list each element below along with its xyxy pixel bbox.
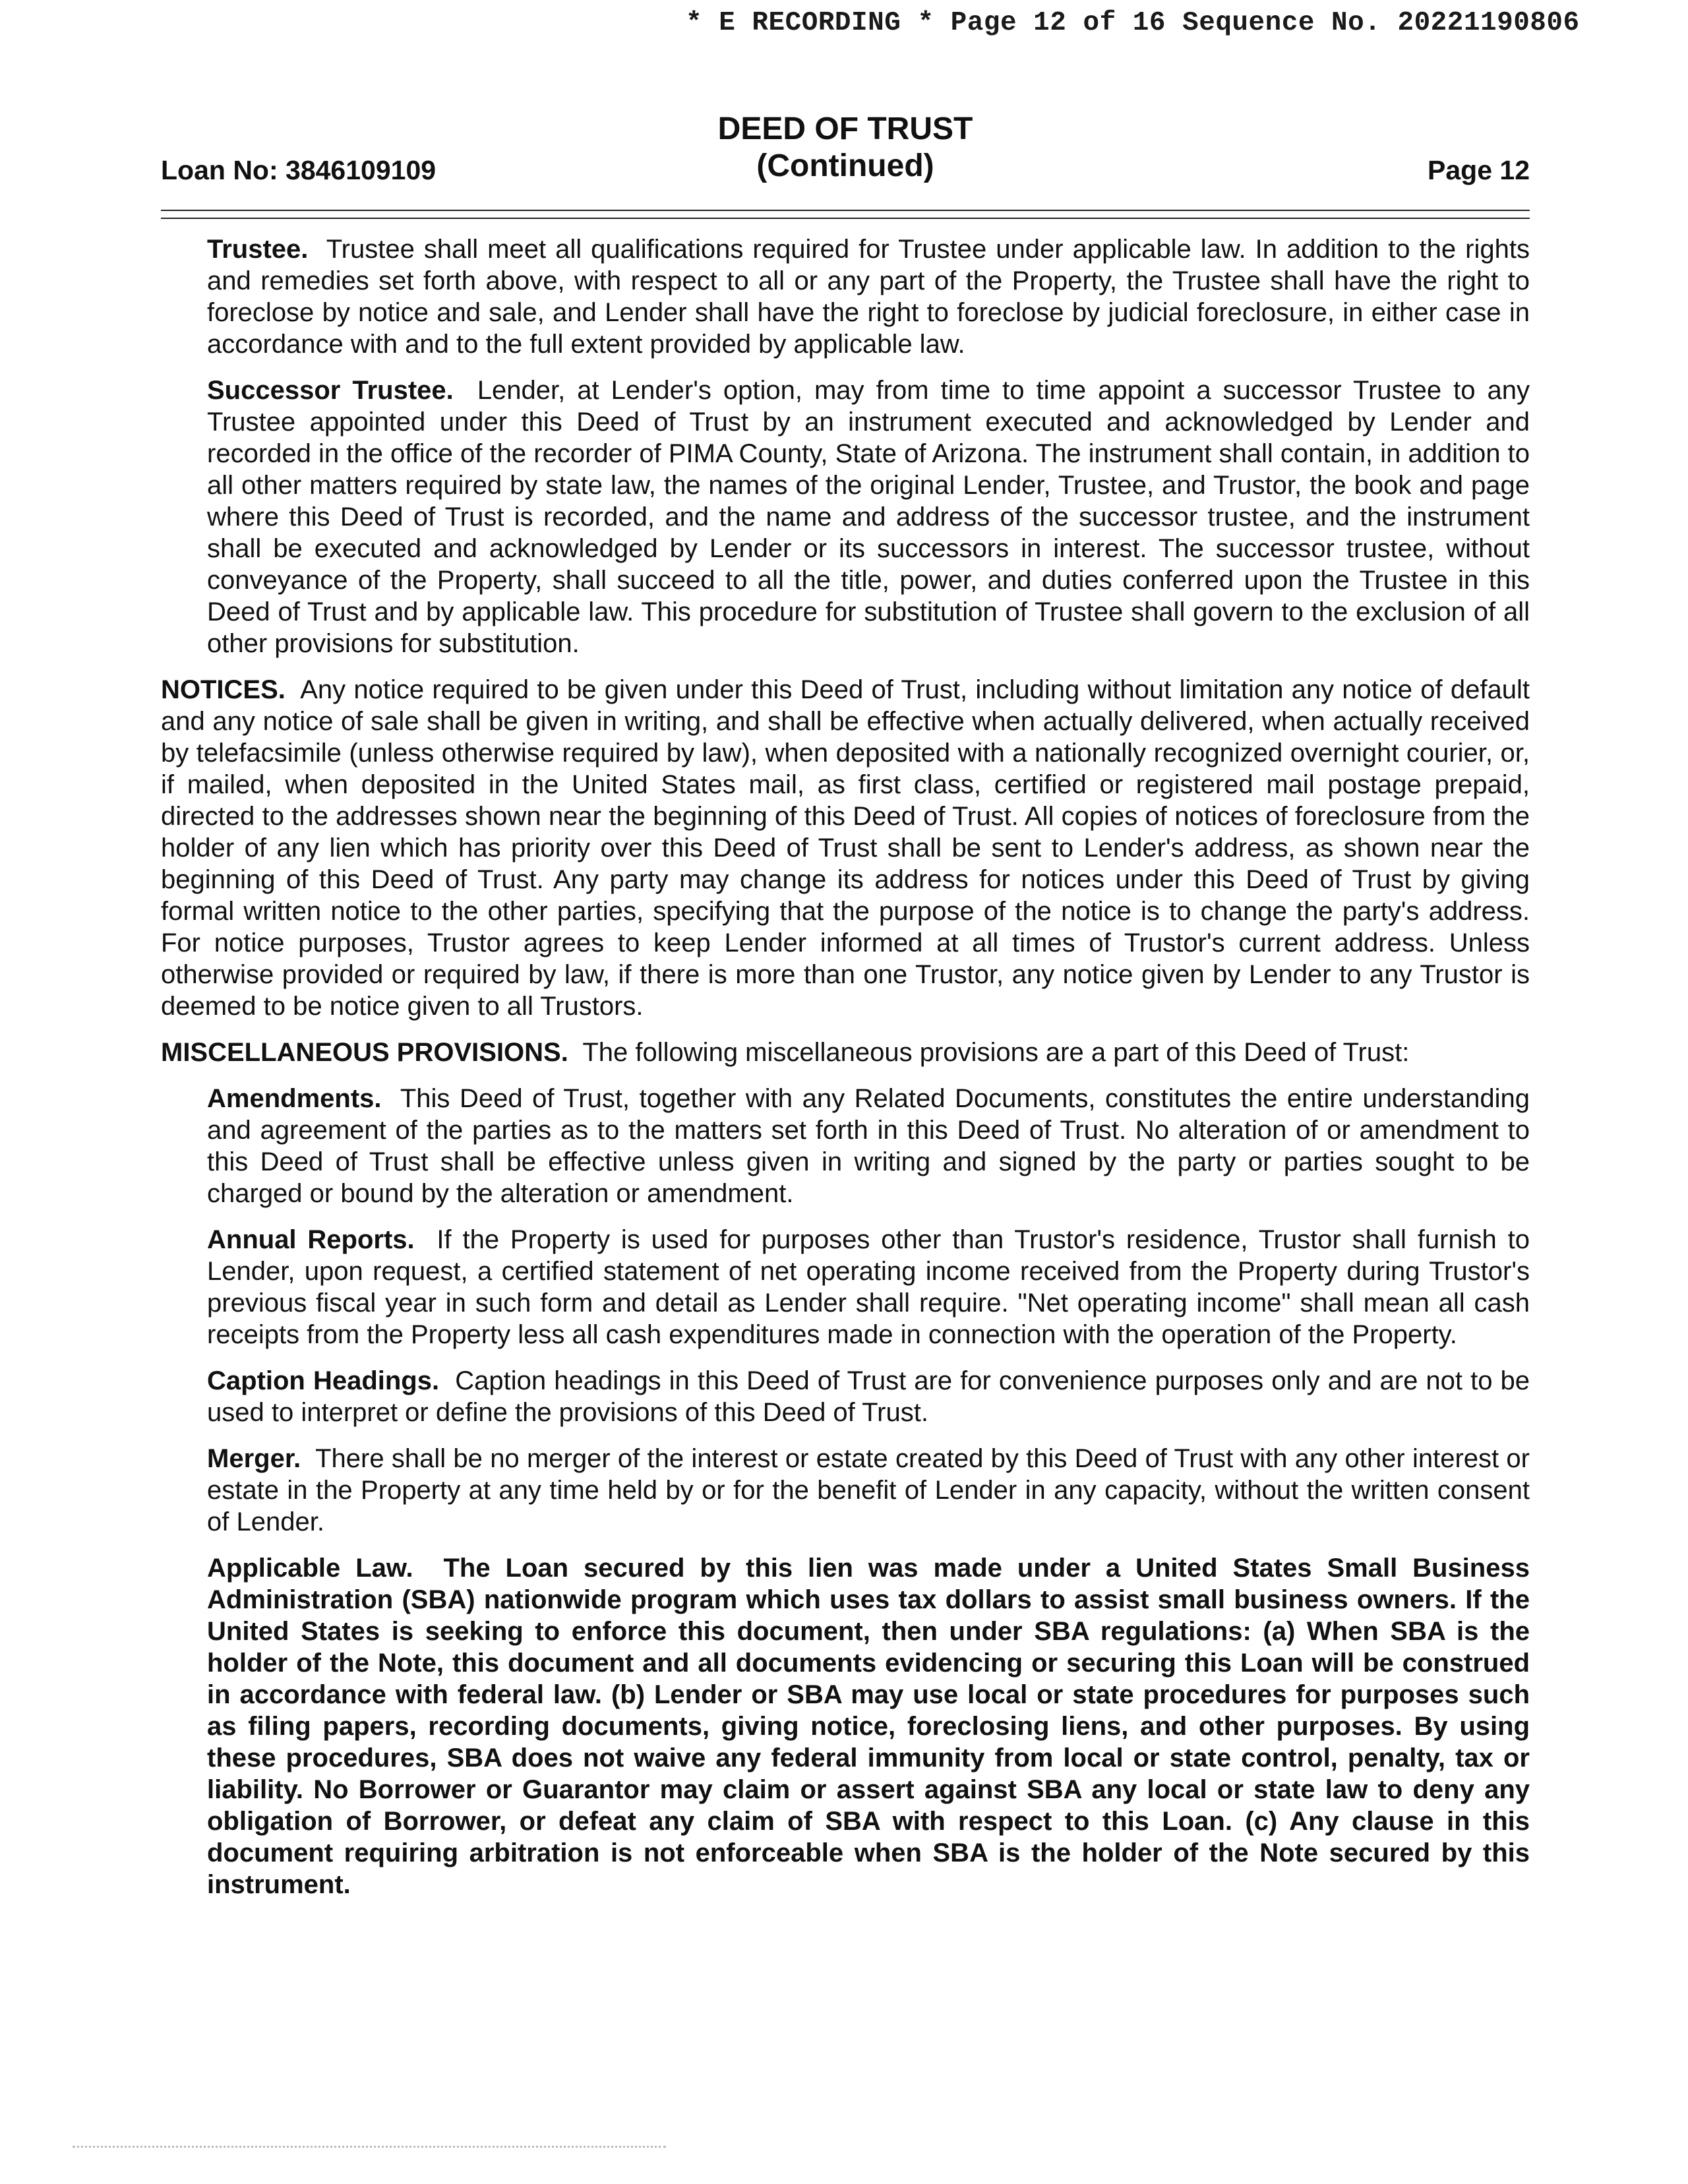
section-text: Lender, at Lender's option, may from time to time appoint a successor Trustee to any Trustee appointed under this Deed of Trust by an instrument executed and acknowledged by Lender and recorded in the office of the recorder of PIMA County, State of Arizona. The instrument shall contain, in addition to all other matters required by state law, the names of the original Lender, Trustee, and Trustor, the book and page where this Deed of Trust is recorded, and the name and address of the successor trustee, and the instrument shall be executed and acknowledged by Lender or its successors in interest. The successor trustee, without conveyance of the Property, shall succeed to all the title, power, and duties conferred upon the Trustee in this Deed of Trust and by applicable law. This procedure for substitution of Trustee shall govern to the exclusion of all other provisions for substitution. bbox=[207, 376, 1530, 658]
section-annual-reports bbox=[207, 1224, 1530, 1350]
section-heading: Merger. bbox=[207, 1444, 301, 1473]
page-header bbox=[161, 111, 1530, 190]
section-text: Trustee shall meet all qualifications required for Trustee under applicable law. In addition to the rights and remedies set forth above, with respect to all or any part of the Property, the Trustee shall have the right to foreclose by notice and sale, and Lender shall have the right to foreclose by judicial foreclosure, in either case in accordance with and to the full extent provided by applicable law. bbox=[207, 235, 1530, 359]
section-heading: Successor Trustee. bbox=[207, 376, 454, 405]
document-title-block bbox=[161, 111, 1530, 185]
document-body bbox=[161, 233, 1530, 1915]
section-text: Caption headings in this Deed of Trust are for convenience purposes only and are not to be used to interpret or define the provisions of this Deed of Trust. bbox=[207, 1366, 1530, 1427]
section-text: The following miscellaneous provisions are a part of this Deed of Trust: bbox=[582, 1038, 1410, 1067]
section-heading: MISCELLANEOUS PROVISIONS. bbox=[161, 1038, 568, 1067]
document-subtitle: (Continued) bbox=[756, 148, 934, 183]
section-heading: Annual Reports. bbox=[207, 1225, 415, 1254]
section-text: There shall be no merger of the interest or estate created by this Deed of Trust with any other interest or estate in the Property at any time held by or for the benefit of Lender in any capacity, without the written consent of Lender. bbox=[207, 1444, 1530, 1536]
section-applicable-law bbox=[207, 1552, 1530, 1900]
section-text: If the Property is used for purposes other than Trustor's residence, Trustor shall furnish to Lender, upon request, a certified statement of net operating income received from the Property during Trustor's previous fiscal year in such form and detail as Lender shall require. "Net operating income" shall mean all cash receipts from the Property less all cash expenditures made in connection with the operation of the Property. bbox=[207, 1225, 1530, 1349]
section-trustee bbox=[207, 233, 1530, 360]
section-amendments bbox=[207, 1083, 1530, 1209]
scan-artifact bbox=[73, 2146, 666, 2152]
section-heading: Applicable Law. bbox=[207, 1554, 413, 1583]
section-heading: Caption Headings. bbox=[207, 1366, 440, 1395]
section-text: The Loan secured by this lien was made under a United States Small Business Administration (SBA) nationwide program which uses tax dollars to assist small business owners. If the United States is seeking to enforce this document, then under SBA regulations: (a) When SBA is the holder of the Note, this document and all documents evidencing or securing this Loan will be construed in accordance with federal law. (b) Lender or SBA may use local or state procedures for purposes such as filing papers, recording documents, giving notice, foreclosing liens, and other purposes. By using these procedures, SBA does not waive any federal immunity from local or state control, penalty, tax or liability. No Borrower or Guarantor may claim or assert against SBA any local or state law to deny any obligation of Borrower, or defeat any claim of SBA with respect to this Loan. (c) Any clause in this document requiring arbitration is not enforceable when SBA is the holder of the Note secured by this instrument. bbox=[207, 1554, 1530, 1899]
section-miscellaneous-provisions bbox=[161, 1037, 1530, 1068]
header-divider-bottom bbox=[161, 218, 1530, 219]
section-text: Any notice required to be given under this Deed of Trust, including without limitation any notice of default and any notice of sale shall be given in writing, and shall be effective when actually delivered, when actually received by telefacsimile (unless otherwise required by law), when deposited with a nationally recognized overnight courier, or, if mailed, when deposited in the United States mail, as first class, certified or registered mail postage prepaid, directed to the addresses shown near the beginning of this Deed of Trust. All copies of notices of foreclosure from the holder of any lien which has priority over this Deed of Trust shall be sent to Lender's address, as shown near the beginning of this Deed of Trust. Any party may change its address for notices under this Deed of Trust by giving formal written notice to the other parties, specifying that the purpose of the notice is to change the party's address. For notice purposes, Trustor agrees to keep Lender informed at all times of Trustor's current address. Unless otherwise provided or required by law, if there is more than one Trustor, any notice given by Lender to any Trustor is deemed to be notice given to all Trustors. bbox=[161, 675, 1530, 1021]
page-number: Page 12 bbox=[1428, 155, 1530, 185]
recording-stamp: * E RECORDING * Page 12 of 16 Sequence No. 20221190806 bbox=[686, 8, 1580, 38]
section-merger bbox=[207, 1443, 1530, 1538]
document-title: DEED OF TRUST bbox=[717, 111, 973, 146]
section-heading: Trustee. bbox=[207, 235, 309, 264]
section-heading: NOTICES. bbox=[161, 675, 286, 704]
header-divider-top bbox=[161, 210, 1530, 211]
section-successor-trustee bbox=[207, 375, 1530, 659]
section-caption-headings bbox=[207, 1365, 1530, 1428]
loan-number: Loan No: 3846109109 bbox=[161, 155, 437, 185]
section-heading: Amendments. bbox=[207, 1084, 382, 1113]
section-text: This Deed of Trust, together with any Related Documents, constitutes the entire understanding and agreement of the parties as to the matters set forth in this Deed of Trust. No alteration of or amendment to this Deed of Trust shall be effective unless given in writing and signed by the party or parties sought to be charged or bound by the alteration or amendment. bbox=[207, 1084, 1530, 1208]
section-notices bbox=[161, 674, 1530, 1022]
